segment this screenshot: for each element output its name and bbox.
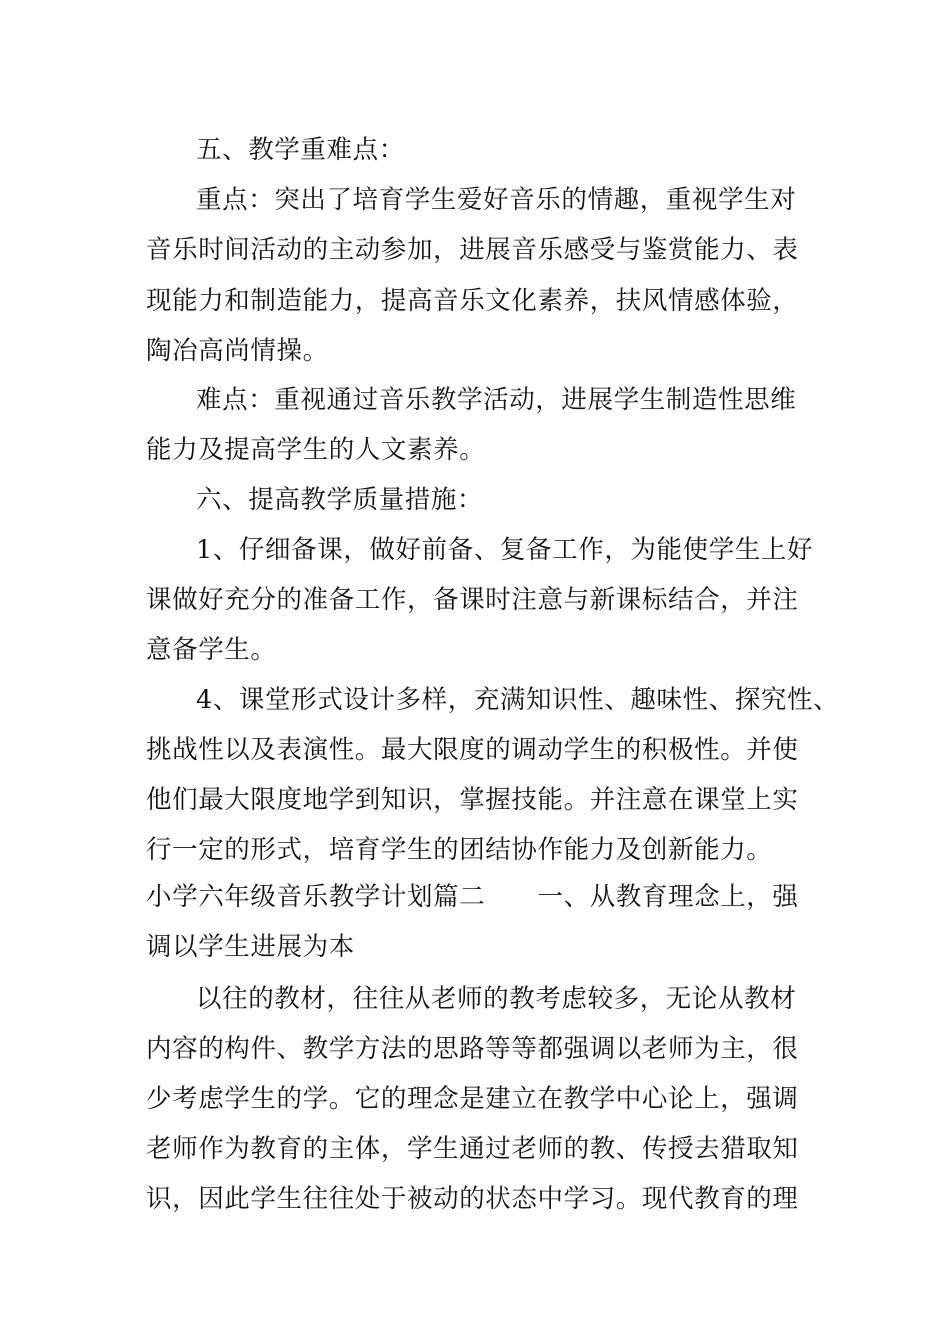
paragraph-line: 以往的教材，往往从老师的教考虑较多，无论从教材 bbox=[196, 984, 797, 1014]
paragraph-line: 能力及提高学生的人文素养。 bbox=[146, 435, 486, 465]
paragraph-line: 1、仔细备课，做好前备、复备工作，为能使学生上好 bbox=[196, 535, 814, 565]
paragraph-line: 4、课堂形式设计多样，充满知识性、趣味性、探究性、 bbox=[196, 685, 840, 715]
paragraph-line: 陶冶高尚情操。 bbox=[146, 336, 329, 366]
section-heading-six: 六、提高教学质量措施： bbox=[196, 485, 484, 515]
paragraph-line: 内容的构件、教学方法的思路等等都强调以老师为主，很 bbox=[146, 1034, 799, 1064]
article-title-line: 小学六年级音乐教学计划篇二 一、从教育理念上，强 bbox=[146, 882, 799, 912]
paragraph-line: 挑战性以及表演性。最大限度的调动学生的积极性。并使 bbox=[146, 735, 799, 765]
paragraph-line: 调以学生进展为本 bbox=[146, 932, 355, 962]
paragraph-line: 重点：突出了培育学生爱好音乐的情趣，重视学生对 bbox=[196, 185, 797, 215]
paragraph-line: 意备学生。 bbox=[146, 635, 277, 665]
paragraph-line: 现能力和制造能力，提高音乐文化素养，扶风情感体验， bbox=[146, 286, 799, 316]
paragraph-line: 音乐时间活动的主动参加，进展音乐感受与鉴赏能力、表 bbox=[146, 235, 799, 265]
section-heading-five: 五、教学重难点： bbox=[196, 135, 405, 165]
paragraph-line: 他们最大限度地学到知识，掌握技能。并注意在课堂上实 bbox=[146, 785, 799, 815]
paragraph-line: 少考虑学生的学。它的理念是建立在教学中心论上，强调 bbox=[146, 1084, 799, 1114]
paragraph-line: 识，因此学生往往处于被动的状态中学习。现代教育的理 bbox=[146, 1184, 799, 1214]
paragraph-line: 难点：重视通过音乐教学活动，进展学生制造性思维 bbox=[196, 385, 797, 415]
paragraph-line: 老师作为教育的主体，学生通过老师的教、传授去猎取知 bbox=[146, 1134, 799, 1164]
paragraph-line: 行一定的形式，培育学生的团结协作能力及创新能力。 bbox=[146, 835, 773, 865]
paragraph-line: 课做好充分的准备工作，备课时注意与新课标结合，并注 bbox=[146, 585, 799, 615]
